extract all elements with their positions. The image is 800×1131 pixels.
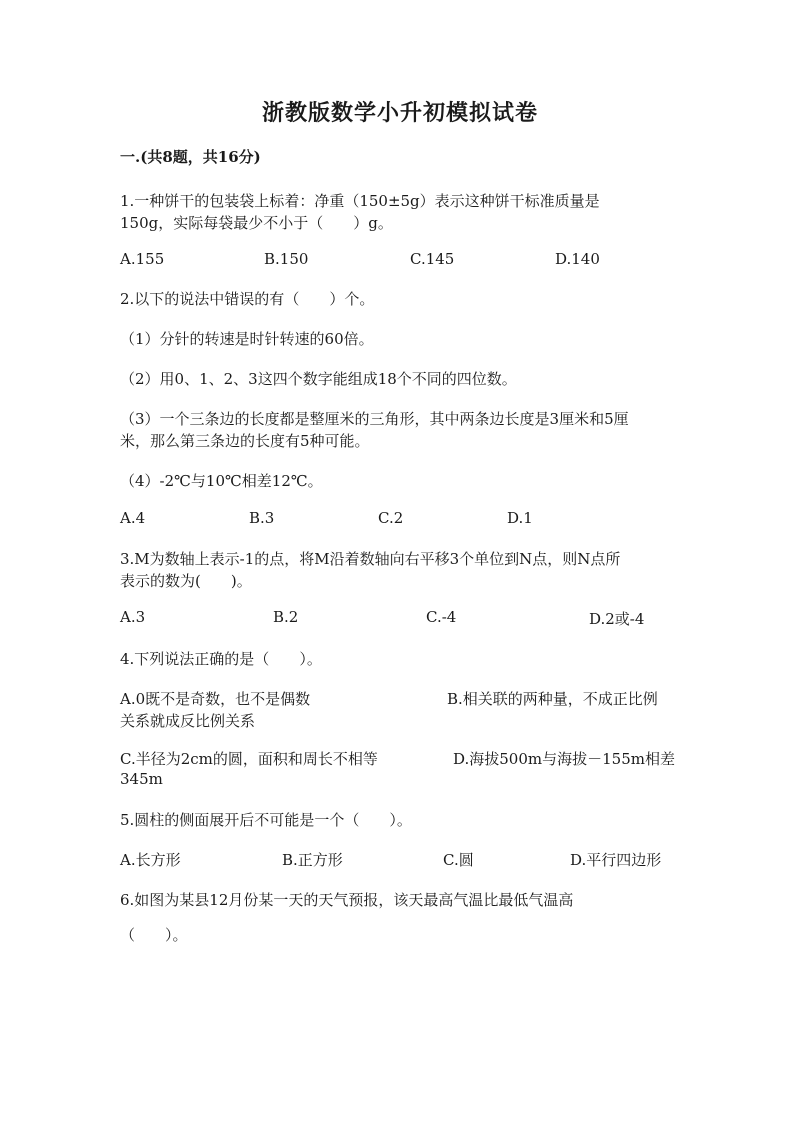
q4-option-c: C.半径为2cm的圆，面积和周长不相等 — [120, 750, 378, 768]
q1-option-b: B.150 — [264, 250, 309, 268]
q1-stem-line1: 1.一种饼干的包装袋上标着：净重（150±5g）表示这种饼干标准质量是 — [120, 192, 600, 210]
q2-statement-3-line2: 米，那么第三条边的长度有5种可能。 — [120, 432, 370, 450]
q1-option-a: A.155 — [120, 250, 165, 268]
q1-option-d: D.140 — [555, 250, 600, 268]
q6-stem-line1: 6.如图为某县12月份某一天的天气预报，该天最高气温比最低气温高 — [120, 891, 574, 909]
q6-stem-line2: （ ）。 — [120, 926, 188, 944]
q4-stem: 4.下列说法正确的是（ ）。 — [120, 650, 322, 668]
q1-stem-line2: 150g，实际每袋最少不小于（ ）g。 — [120, 214, 393, 232]
q3-stem-line2: 表示的数为( )。 — [120, 572, 252, 590]
q5-option-d: D.平行四边形 — [570, 851, 662, 869]
q2-stem: 2.以下的说法中错误的有（ ）个。 — [120, 290, 375, 308]
q3-option-d: D.2或-4 — [589, 610, 645, 628]
q2-option-a: A.4 — [120, 509, 146, 527]
q4-option-d-line1: D.海拔500m与海拔－155m相差 — [453, 750, 675, 768]
q2-option-b: B.3 — [249, 509, 275, 527]
q1-option-c: C.145 — [410, 250, 455, 268]
q4-option-a: A.0既不是奇数，也不是偶数 — [120, 690, 311, 708]
q5-option-b: B.正方形 — [282, 851, 343, 869]
q3-option-a: A.3 — [120, 608, 146, 626]
q5-option-c: C.圆 — [443, 851, 474, 869]
q2-statement-2: （2）用0、1、2、3这四个数字能组成18个不同的四位数。 — [120, 370, 517, 388]
q2-option-c: C.2 — [378, 509, 404, 527]
q3-option-b: B.2 — [273, 608, 299, 626]
q4-option-d-line2: 345m — [120, 770, 163, 788]
q3-option-c: C.-4 — [426, 608, 457, 626]
q2-statement-3-line1: （3）一个三条边的长度都是整厘米的三角形，其中两条边长度是3厘米和5厘 — [120, 410, 629, 428]
page-title: 浙教版数学小升初模拟试卷 — [261, 100, 538, 126]
q2-option-d: D.1 — [507, 509, 533, 527]
q4-option-b-line2: 关系就成反比例关系 — [120, 712, 256, 730]
q2-statement-4: （4）-2℃与10℃相差12℃。 — [120, 472, 323, 490]
q5-stem: 5.圆柱的侧面展开后不可能是一个（ ）。 — [120, 811, 412, 829]
q4-option-b-line1: B.相关联的两种量，不成正比例 — [447, 690, 658, 708]
section-heading: 一.(共8题，共16分) — [120, 148, 261, 166]
q3-stem-line1: 3.M为数轴上表示-1的点，将M沿着数轴向右平移3个单位到N点，则N点所 — [120, 550, 621, 568]
q5-option-a: A.长方形 — [120, 851, 181, 869]
q2-statement-1: （1）分针的转速是时针转速的60倍。 — [120, 330, 374, 348]
